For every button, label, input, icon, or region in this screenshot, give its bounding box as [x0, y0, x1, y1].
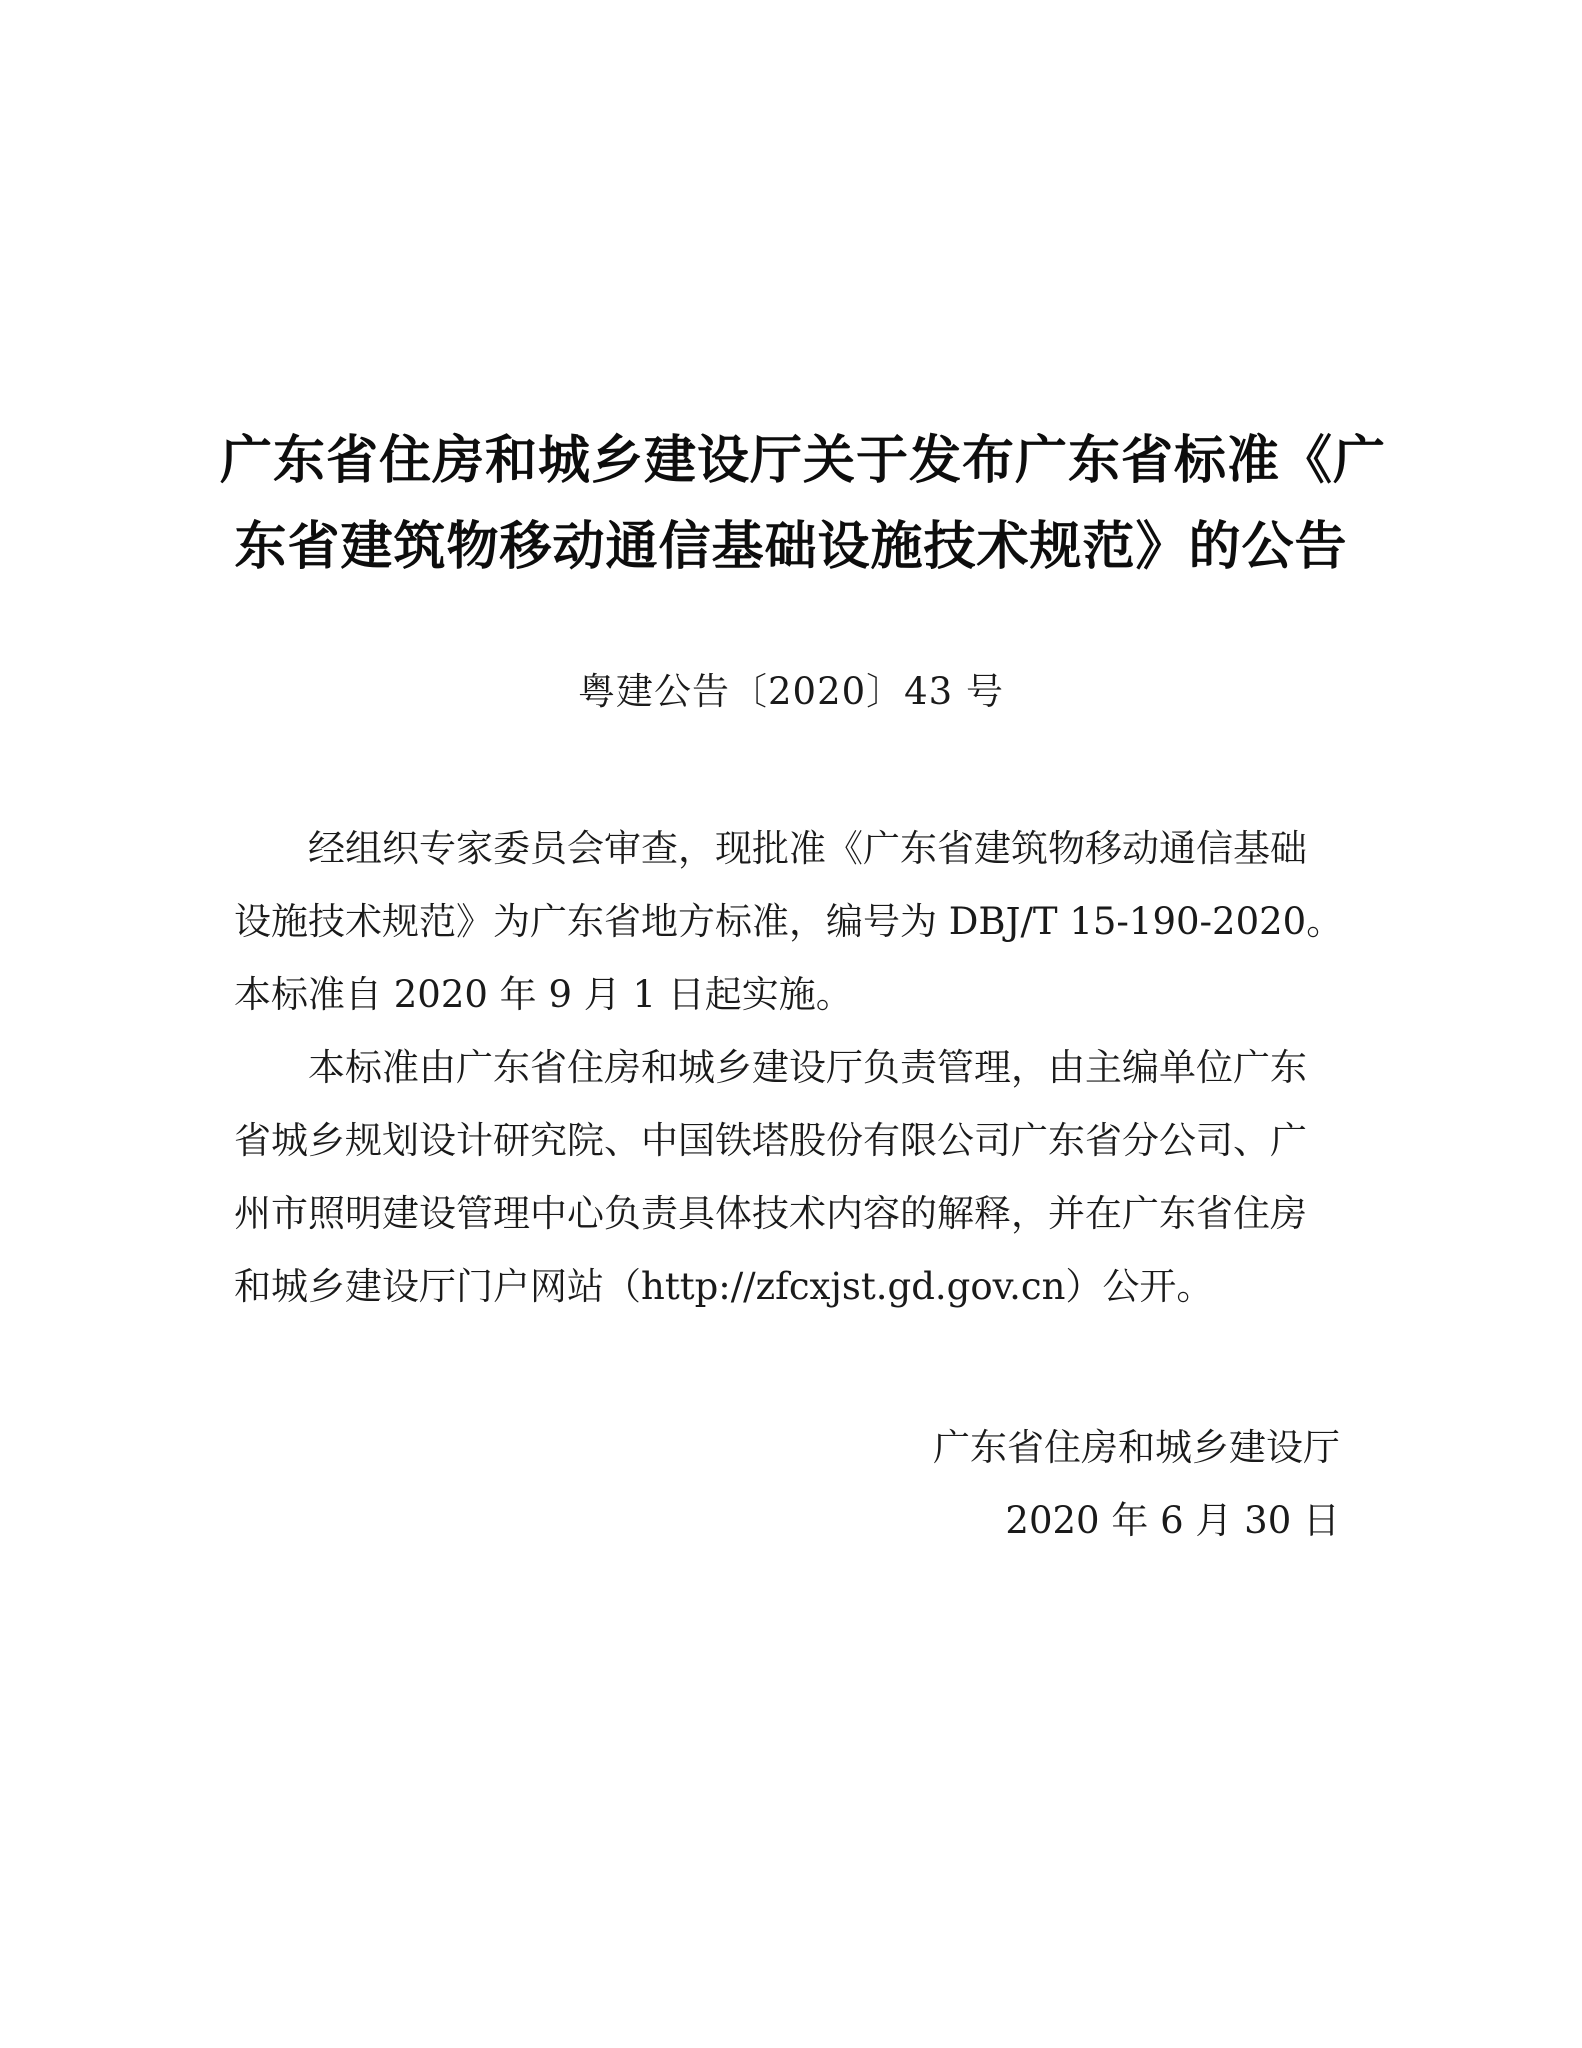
paragraph-line: 省城乡规划设计研究院、中国铁塔股份有限公司广东省分公司、广	[234, 1119, 1307, 1162]
signature-block	[700, 1411, 1340, 1557]
announcement-title	[220, 418, 1387, 590]
document-number: 粤建公告〔2020〕43 号	[577, 670, 1004, 713]
paragraph-approval	[234, 812, 1350, 1031]
title-line: 东省建筑物移动通信基础设施技术规范》的公告	[234, 516, 1348, 577]
paragraph-line: 州市照明建设管理中心负责具体技术内容的解释，并在广东省住房	[234, 1192, 1307, 1235]
issuer-name: 广东省住房和城乡建设厅	[933, 1426, 1340, 1469]
paragraph-line: 经组织专家委员会审查，现批准《广东省建筑物移动通信基础	[308, 827, 1307, 870]
paragraph-line: 和城乡建设厅门户网站（http://zfcxjst.gd.gov.cn）公开。	[234, 1265, 1214, 1308]
paragraph-management	[234, 1031, 1350, 1323]
paragraph-line: 设施技术规范》为广东省地方标准，编号为 DBJ/T 15-190-2020。	[234, 900, 1344, 943]
issue-date: 2020 年 6 月 30 日	[1005, 1499, 1340, 1542]
paragraph-line: 本标准由广东省住房和城乡建设厅负责管理，由主编单位广东	[308, 1046, 1307, 1089]
announcement-body	[234, 812, 1350, 1323]
paragraph-line: 本标准自 2020 年 9 月 1 日起实施。	[234, 973, 853, 1016]
title-line: 广东省住房和城乡建设厅关于发布广东省标准《广	[220, 430, 1387, 491]
